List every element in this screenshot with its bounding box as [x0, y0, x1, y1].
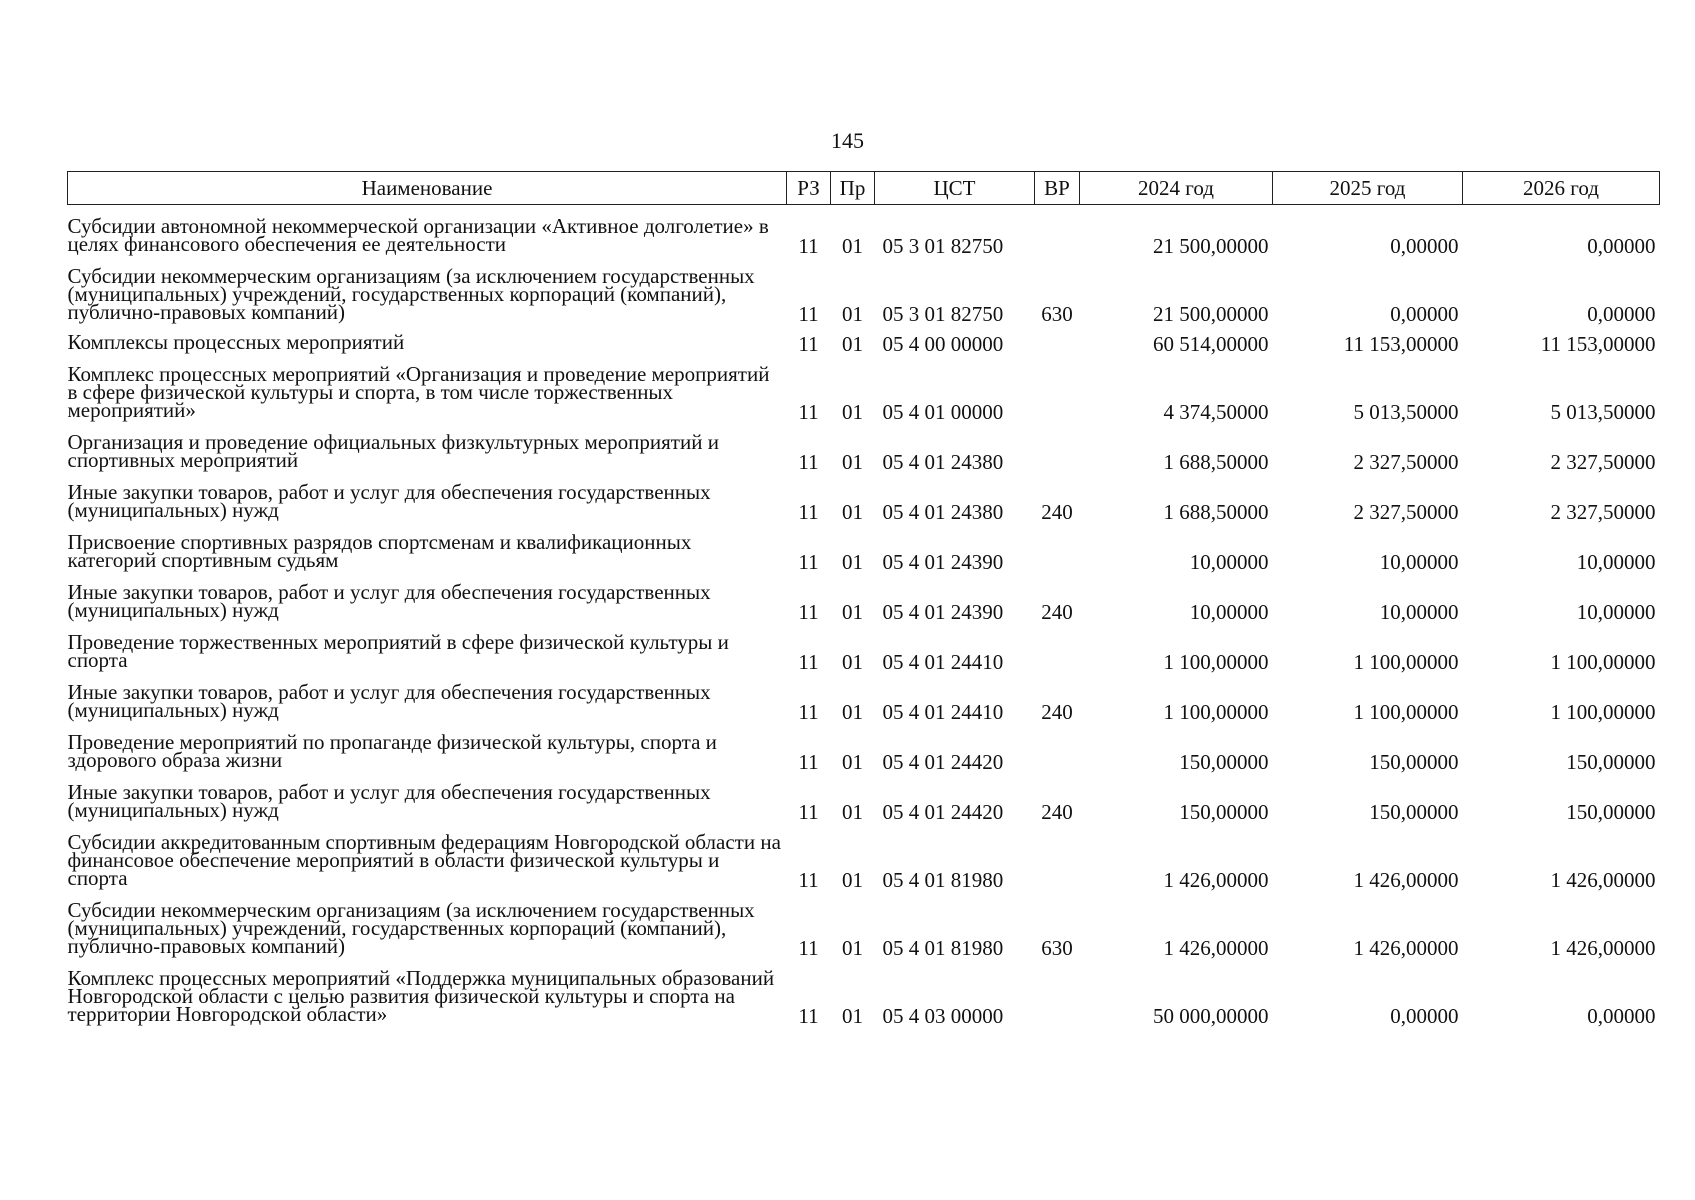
row-vr: 240 — [1041, 799, 1073, 824]
row-2024: 1 426,00000 — [1163, 935, 1269, 960]
row-2024: 10,00000 — [1189, 549, 1269, 574]
row-2024: 1 688,50000 — [1163, 499, 1269, 524]
row-rz: 11 — [798, 935, 819, 960]
row-pr: 01 — [842, 867, 863, 892]
row-cst: 05 4 01 24380 — [882, 499, 1004, 524]
row-2025: 10,00000 — [1379, 549, 1459, 574]
row-rz: 11 — [798, 301, 819, 326]
row-2024: 50 000,00000 — [1153, 1003, 1269, 1028]
row-2026: 1 426,00000 — [1550, 867, 1656, 892]
row-2026: 1 100,00000 — [1550, 699, 1656, 724]
header-name: Наименование — [68, 172, 787, 205]
header-2026: 2026 год — [1463, 172, 1660, 205]
row-name: Субсидии аккредитованным спортивным федерациям Новгородской области на финансовое обеспечение мероприятий в области физической культуры и спорта — [67, 829, 781, 890]
row-2025: 0,00000 — [1390, 1003, 1459, 1028]
row-vr: 240 — [1041, 699, 1073, 724]
table-row — [68, 721, 1660, 771]
row-2026: 150,00000 — [1566, 749, 1656, 774]
row-rz: 11 — [798, 399, 819, 424]
row-name: Организация и проведение официальных физкультурных мероприятий и спортивных мероприятий — [67, 429, 719, 472]
row-cst: 05 4 00 00000 — [882, 331, 1004, 356]
row-2025: 2 327,50000 — [1353, 499, 1459, 524]
row-pr: 01 — [842, 331, 863, 356]
row-2024: 1 688,50000 — [1163, 449, 1269, 474]
table-row — [68, 821, 1660, 889]
row-name: Иные закупки товаров, работ и услуг для обеспечения государственных (муниципальных) нужд — [67, 479, 711, 522]
row-rz: 11 — [798, 233, 819, 258]
row-vr — [1035, 621, 1080, 671]
row-name: Комплексы процессных мероприятий — [67, 329, 405, 354]
row-rz: 11 — [798, 331, 819, 356]
table-row — [68, 621, 1660, 671]
row-cst: 05 4 01 24410 — [882, 699, 1004, 724]
row-name: Субсидии некоммерческим организациям (за исключением государственных (муниципальных) учреждений, государственных корпораций (компаний), публично-правовых компаний) — [67, 263, 755, 324]
row-2025: 1 100,00000 — [1353, 649, 1459, 674]
row-cst: 05 4 01 24410 — [882, 649, 1004, 674]
row-pr: 01 — [842, 749, 863, 774]
row-2024: 4 374,50000 — [1163, 399, 1269, 424]
row-2026: 2 327,50000 — [1550, 499, 1656, 524]
table-row — [68, 205, 1660, 255]
row-2024: 150,00000 — [1179, 749, 1269, 774]
row-vr: 630 — [1041, 301, 1073, 326]
row-name: Комплекс процессных мероприятий «Поддержка муниципальных образований Новгородской области с целью развития физической культуры и спорта на территории Новгородской области» — [67, 965, 775, 1026]
row-2025: 2 327,50000 — [1353, 449, 1459, 474]
row-2026: 0,00000 — [1587, 301, 1656, 326]
row-cst: 05 4 01 24420 — [882, 799, 1004, 824]
row-2026: 11 153,00000 — [1540, 331, 1656, 356]
row-name: Присвоение спортивных разрядов спортсменам и квалификационных категорий спортивным судьям — [67, 529, 692, 572]
row-2025: 150,00000 — [1369, 799, 1459, 824]
row-cst: 05 4 01 24380 — [882, 449, 1004, 474]
row-vr — [1035, 421, 1080, 471]
row-pr: 01 — [842, 935, 863, 960]
row-name: Комплекс процессных мероприятий «Организация и проведение мероприятий в сфере физической культуры и спорта, в том числе торжественных мероприятий» — [67, 361, 770, 422]
row-vr: 240 — [1041, 599, 1073, 624]
row-rz: 11 — [798, 549, 819, 574]
row-2025: 1 426,00000 — [1353, 935, 1459, 960]
row-2026: 150,00000 — [1566, 799, 1656, 824]
table-row — [68, 771, 1660, 821]
row-pr: 01 — [842, 301, 863, 326]
row-name: Иные закупки товаров, работ и услуг для обеспечения государственных (муниципальных) нужд — [67, 679, 711, 722]
table-row — [68, 957, 1660, 1025]
table-row — [68, 353, 1660, 421]
row-2026: 1 426,00000 — [1550, 935, 1656, 960]
table-row — [68, 323, 1660, 353]
row-2024: 1 426,00000 — [1163, 867, 1269, 892]
row-cst: 05 4 03 00000 — [882, 1003, 1004, 1028]
row-name: Иные закупки товаров, работ и услуг для обеспечения государственных (муниципальных) нужд — [67, 579, 711, 622]
row-rz: 11 — [798, 699, 819, 724]
row-2024: 10,00000 — [1189, 599, 1269, 624]
header-2024: 2024 год — [1080, 172, 1273, 205]
row-pr: 01 — [842, 549, 863, 574]
row-pr: 01 — [842, 799, 863, 824]
table-row — [68, 521, 1660, 571]
row-cst: 05 4 01 81980 — [882, 867, 1004, 892]
header-2025: 2025 год — [1273, 172, 1463, 205]
row-2025: 1 100,00000 — [1353, 699, 1459, 724]
header-pr: Пр — [831, 172, 875, 205]
row-2026: 1 100,00000 — [1550, 649, 1656, 674]
row-2026: 10,00000 — [1576, 599, 1656, 624]
row-2024: 21 500,00000 — [1153, 301, 1269, 326]
row-name: Проведение мероприятий по пропаганде физической культуры, спорта и здорового образа жизни — [67, 729, 717, 772]
table-row — [68, 571, 1660, 621]
budget-table — [67, 171, 1660, 1028]
row-2026: 5 013,50000 — [1550, 399, 1656, 424]
row-cst: 05 4 01 24390 — [882, 599, 1004, 624]
page-number: 145 — [831, 128, 864, 153]
row-rz: 11 — [798, 1003, 819, 1028]
row-name: Проведение торжественных мероприятий в сфере физической культуры и спорта — [67, 629, 729, 672]
row-2026: 0,00000 — [1587, 233, 1656, 258]
header-rz: РЗ — [787, 172, 831, 205]
row-2026: 2 327,50000 — [1550, 449, 1656, 474]
table-row — [68, 671, 1660, 721]
table-row — [68, 471, 1660, 521]
row-pr: 01 — [842, 599, 863, 624]
row-2024: 60 514,00000 — [1153, 331, 1269, 356]
row-vr: 240 — [1041, 499, 1073, 524]
row-cst: 05 4 01 24420 — [882, 749, 1004, 774]
row-vr — [1035, 521, 1080, 571]
row-vr — [1035, 721, 1080, 771]
row-rz: 11 — [798, 599, 819, 624]
row-name: Субсидии автономной некоммерческой организации «Активное долголетие» в целях финансового обеспечения ее деятельности — [67, 213, 769, 256]
row-pr: 01 — [842, 1003, 863, 1028]
row-2025: 1 426,00000 — [1353, 867, 1459, 892]
row-vr — [1035, 205, 1080, 255]
table-row — [68, 421, 1660, 471]
row-rz: 11 — [798, 499, 819, 524]
row-rz: 11 — [798, 449, 819, 474]
row-vr — [1035, 323, 1080, 353]
row-2025: 0,00000 — [1390, 301, 1459, 326]
row-cst: 05 4 01 00000 — [882, 399, 1004, 424]
row-2024: 1 100,00000 — [1163, 699, 1269, 724]
row-rz: 11 — [798, 649, 819, 674]
row-cst: 05 4 01 81980 — [882, 935, 1004, 960]
row-cst: 05 3 01 82750 — [882, 233, 1004, 258]
row-rz: 11 — [798, 867, 819, 892]
row-name: Иные закупки товаров, работ и услуг для обеспечения государственных (муниципальных) нужд — [67, 779, 711, 822]
row-pr: 01 — [842, 449, 863, 474]
row-rz: 11 — [798, 799, 819, 824]
row-name: Субсидии некоммерческим организациям (за исключением государственных (муниципальных) учреждений, государственных корпораций (компаний), публично-правовых компаний) — [67, 897, 755, 958]
row-2025: 10,00000 — [1379, 599, 1459, 624]
row-2025: 150,00000 — [1369, 749, 1459, 774]
row-2025: 0,00000 — [1390, 233, 1459, 258]
table-header-row — [68, 172, 1660, 205]
row-2024: 1 100,00000 — [1163, 649, 1269, 674]
row-pr: 01 — [842, 699, 863, 724]
row-2026: 10,00000 — [1576, 549, 1656, 574]
row-vr — [1035, 353, 1080, 421]
row-pr: 01 — [842, 399, 863, 424]
row-2024: 21 500,00000 — [1153, 233, 1269, 258]
row-vr — [1035, 957, 1080, 1025]
table-row — [68, 255, 1660, 323]
row-pr: 01 — [842, 649, 863, 674]
row-2024: 150,00000 — [1179, 799, 1269, 824]
row-2025: 11 153,00000 — [1343, 331, 1459, 356]
row-cst: 05 4 01 24390 — [882, 549, 1004, 574]
header-vr: ВР — [1035, 172, 1080, 205]
row-pr: 01 — [842, 233, 863, 258]
table-row — [68, 889, 1660, 957]
row-vr: 630 — [1041, 935, 1073, 960]
row-2025: 5 013,50000 — [1353, 399, 1459, 424]
row-rz: 11 — [798, 749, 819, 774]
row-2026: 0,00000 — [1587, 1003, 1656, 1028]
row-pr: 01 — [842, 499, 863, 524]
row-vr — [1035, 821, 1080, 889]
header-cst: ЦСТ — [875, 172, 1035, 205]
row-cst: 05 3 01 82750 — [882, 301, 1004, 326]
